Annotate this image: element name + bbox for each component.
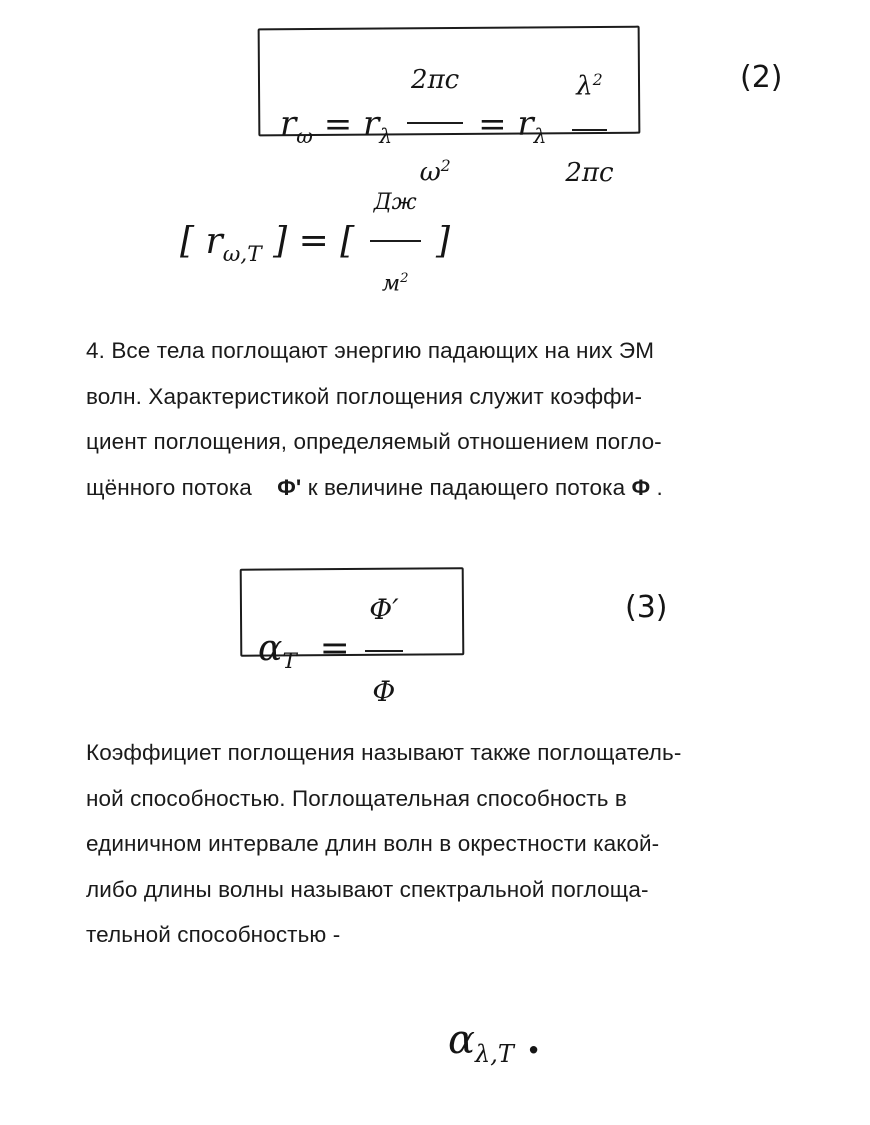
text-fragment: к величине падающего потока (307, 474, 626, 500)
units-formula (180, 168, 450, 319)
equation-number-2: (2) (740, 60, 783, 95)
paragraph-1-line (86, 465, 786, 511)
formula-4 (448, 1010, 541, 1084)
formula-3-num: Φ′ (365, 572, 402, 652)
formula-2-mid2: $r_\lambda$ (517, 104, 547, 149)
units-close-bracket: ] (273, 220, 288, 262)
formula-3-lhs: $\alpha_T$ (258, 628, 297, 675)
formula-2-mid: $r_\lambda$ (363, 104, 393, 149)
formula-2-frac1-den: $\omega^2$ (419, 157, 451, 188)
formula-2-lhs: $r_\omega$ (280, 104, 313, 149)
paragraph-2 (86, 730, 786, 958)
formula-2-frac2-den: 2πc (565, 157, 614, 188)
paragraph-1-line: волн. Характеристикой поглощения служит коэффи- (86, 383, 643, 409)
formula-3 (258, 572, 407, 730)
units-num: Дж (370, 168, 421, 242)
units-den: $м^2$ (381, 271, 409, 297)
units-fraction (370, 168, 421, 319)
formula-3-den: Φ (372, 675, 396, 708)
units-open-bracket: [ (180, 220, 195, 262)
paragraph-2-line: единичном интервале длин волн в окрестности какой- (86, 831, 660, 856)
formula-4-dot: . (526, 1016, 541, 1063)
text-fragment: . (656, 474, 663, 500)
phi-prime-symbol: Φ' (277, 474, 302, 500)
phi-symbol: Φ (631, 474, 651, 500)
formula-2-frac1-num: 2πc (407, 40, 463, 124)
text-fragment: щённого потока (86, 474, 252, 500)
units-close-bracket-2: ] (436, 220, 451, 262)
paragraph-1-line: циент поглощения, определяемый отношением погло- (86, 429, 662, 454)
formula-2-frac2-num: $\lambda^2$ (572, 40, 606, 131)
units-open-bracket-2: [ (340, 220, 355, 262)
formula-3-equals: = (319, 628, 350, 669)
paragraph-2-line: тельной способностью - (86, 922, 341, 947)
formula-3-fraction (365, 572, 402, 730)
paragraph-2-line: Коэффициет поглощения называют также поглощатель- (86, 740, 682, 765)
formula-2-equals-2: = (478, 104, 507, 145)
formula-2-fraction-2 (561, 40, 617, 213)
units-equals: = (298, 220, 329, 262)
paragraph-1-line: 4. Все тела поглощают энергию падающих на них ЭМ (86, 338, 655, 363)
equation-number-3: (3) (625, 590, 668, 625)
paragraph-2-line: либо длины волны называют спектральной поглоща- (86, 876, 649, 902)
alpha-symbol: α (448, 1017, 476, 1063)
units-symbol: $r_{\omega,T}$ (205, 220, 262, 267)
paragraph-1 (86, 328, 786, 510)
paragraph-2-line: ной способностью. Поглощательная способность в (86, 785, 627, 811)
formula-4-subscript: λ,T (475, 1040, 514, 1068)
formula-2-equals: = (323, 104, 353, 145)
